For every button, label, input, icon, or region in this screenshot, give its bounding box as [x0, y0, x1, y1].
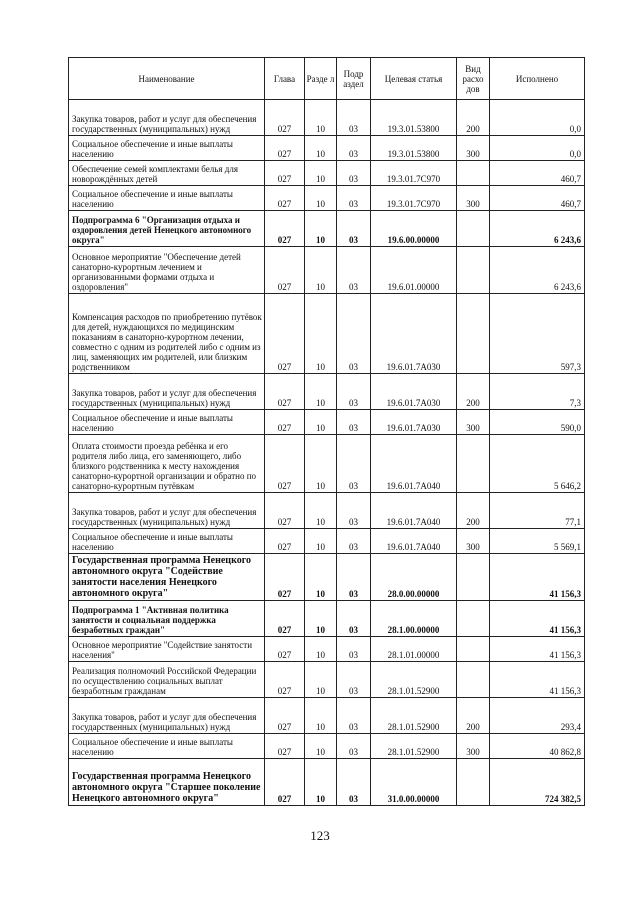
cell-target: 28.1.01.00000 [371, 637, 457, 662]
cell-name: Социальное обеспечение и иные выплаты населению [69, 529, 265, 554]
cell-type [457, 247, 490, 294]
cell-chapter: 027 [265, 374, 305, 410]
page-number: 123 [310, 828, 330, 843]
cell-executed: 6 243,6 [490, 247, 585, 294]
cell-name: Обеспечение семей комплектами белья для новорождённых детей [69, 161, 265, 186]
cell-type [457, 662, 490, 698]
cell-subsection: 03 [337, 294, 371, 374]
cell-name: Социальное обеспечение и иные выплаты населению [69, 136, 265, 161]
cell-section: 10 [305, 247, 337, 294]
cell-target: 19.6.01.7А030 [371, 374, 457, 410]
cell-name: Оплата стоимости проезда ребёнка и его родителя либо лица, его заменяющего, либо близкого родственника к месту нахождения санаторно-курортной организации и обратно по санаторно-курортным путёвкам [69, 435, 265, 493]
cell-name: Подпрограмма 6 "Организация отдыха и оздоровления детей Ненецкого автономного округа" [69, 211, 265, 247]
header-subsection: Подр аздел [337, 58, 371, 100]
header-section: Разде л [305, 58, 337, 100]
cell-section: 10 [305, 698, 337, 734]
cell-chapter: 027 [265, 554, 305, 601]
header-type: Вид расхо дов [457, 58, 490, 100]
cell-name: Компенсация расходов по приобретению путёвок для детей, нуждающихся по медицинским показаниям в санаторно-курортном лечении, совместно с одним из родителей либо с одним из лиц, заменяющих им родителей, или близким родственником [69, 294, 265, 374]
cell-type: 200 [457, 100, 490, 136]
cell-subsection: 03 [337, 161, 371, 186]
cell-subsection: 03 [337, 435, 371, 493]
table-header-row [69, 58, 585, 100]
cell-name: Основное мероприятие "Содействие занятости населения" [69, 637, 265, 662]
cell-subsection: 03 [337, 759, 371, 806]
cell-executed: 41 156,3 [490, 662, 585, 698]
table-row [69, 529, 585, 554]
cell-chapter: 027 [265, 435, 305, 493]
cell-target: 28.1.00.00000 [371, 601, 457, 637]
cell-name: Социальное обеспечение и иные выплаты населению [69, 410, 265, 435]
header-executed: Исполнено [490, 58, 585, 100]
cell-chapter: 027 [265, 294, 305, 374]
cell-name: Государственная программа Ненецкого автономного округа "Содействие занятости населения Ненецкого автономного округа" [69, 554, 265, 601]
cell-name: Реализация полномочий Российской Федерации по осуществлению социальных выплат безработным гражданам [69, 662, 265, 698]
cell-target: 19.3.01.7С970 [371, 161, 457, 186]
cell-name: Закупка товаров, работ и услуг для обеспечения государственных (муниципальных) нужд [69, 493, 265, 529]
cell-name: Основное мероприятие "Обеспечение детей санаторно-курортным лечением и организованными формами отдыха и оздоровления" [69, 247, 265, 294]
cell-executed: 7,3 [490, 374, 585, 410]
cell-section: 10 [305, 211, 337, 247]
cell-type: 200 [457, 493, 490, 529]
cell-section: 10 [305, 637, 337, 662]
budget-table [68, 57, 585, 806]
cell-section: 10 [305, 662, 337, 698]
table-row [69, 435, 585, 493]
cell-name: Закупка товаров, работ и услуг для обеспечения государственных (муниципальных) нужд [69, 374, 265, 410]
cell-subsection: 03 [337, 136, 371, 161]
cell-name: Закупка товаров, работ и услуг для обеспечения государственных (муниципальных) нужд [69, 100, 265, 136]
cell-subsection: 03 [337, 493, 371, 529]
cell-target: 28.1.01.52900 [371, 734, 457, 759]
cell-chapter: 027 [265, 136, 305, 161]
cell-section: 10 [305, 186, 337, 211]
cell-chapter: 027 [265, 662, 305, 698]
cell-type: 200 [457, 374, 490, 410]
cell-target: 19.6.01.7А040 [371, 529, 457, 554]
cell-name: Социальное обеспечение и иные выплаты населению [69, 734, 265, 759]
cell-type [457, 759, 490, 806]
cell-chapter: 027 [265, 698, 305, 734]
cell-subsection: 03 [337, 211, 371, 247]
table-body [69, 100, 585, 806]
cell-executed: 77,1 [490, 493, 585, 529]
cell-executed: 460,7 [490, 186, 585, 211]
cell-executed: 5 646,2 [490, 435, 585, 493]
cell-chapter: 027 [265, 493, 305, 529]
cell-type: 300 [457, 734, 490, 759]
cell-target: 31.0.00.00000 [371, 759, 457, 806]
header-chapter: Глава [265, 58, 305, 100]
cell-subsection: 03 [337, 662, 371, 698]
cell-chapter: 027 [265, 100, 305, 136]
cell-target: 28.0.00.00000 [371, 554, 457, 601]
cell-executed: 41 156,3 [490, 554, 585, 601]
cell-section: 10 [305, 759, 337, 806]
cell-chapter: 027 [265, 637, 305, 662]
cell-chapter: 027 [265, 734, 305, 759]
cell-target: 19.6.01.7А040 [371, 435, 457, 493]
cell-target: 19.3.01.53800 [371, 100, 457, 136]
table-row [69, 637, 585, 662]
cell-section: 10 [305, 435, 337, 493]
cell-type [457, 161, 490, 186]
cell-type [457, 601, 490, 637]
table-row [69, 294, 585, 374]
cell-executed: 40 862,8 [490, 734, 585, 759]
cell-executed: 597,3 [490, 294, 585, 374]
table-row [69, 186, 585, 211]
cell-subsection: 03 [337, 247, 371, 294]
cell-section: 10 [305, 410, 337, 435]
cell-type: 300 [457, 410, 490, 435]
table-row [69, 698, 585, 734]
cell-subsection: 03 [337, 734, 371, 759]
cell-chapter: 027 [265, 601, 305, 637]
cell-target: 19.6.00.00000 [371, 211, 457, 247]
cell-executed: 590,0 [490, 410, 585, 435]
table-row [69, 374, 585, 410]
cell-section: 10 [305, 601, 337, 637]
table-row [69, 759, 585, 806]
cell-chapter: 027 [265, 186, 305, 211]
cell-section: 10 [305, 136, 337, 161]
cell-executed: 460,7 [490, 161, 585, 186]
cell-chapter: 027 [265, 161, 305, 186]
cell-target: 19.6.01.7А040 [371, 493, 457, 529]
table-row [69, 136, 585, 161]
budget-table-page [68, 57, 584, 806]
cell-chapter: 027 [265, 759, 305, 806]
table-row [69, 410, 585, 435]
table-row [69, 601, 585, 637]
cell-section: 10 [305, 161, 337, 186]
cell-executed: 0,0 [490, 136, 585, 161]
cell-name: Закупка товаров, работ и услуг для обеспечения государственных (муниципальных) нужд [69, 698, 265, 734]
cell-subsection: 03 [337, 529, 371, 554]
cell-type [457, 211, 490, 247]
cell-executed: 293,4 [490, 698, 585, 734]
cell-chapter: 027 [265, 211, 305, 247]
cell-type [457, 294, 490, 374]
cell-target: 19.3.01.53800 [371, 136, 457, 161]
cell-name: Подпрограмма 1 "Активная политика занятости и социальная поддержка безработных граждан" [69, 601, 265, 637]
cell-target: 19.3.01.7С970 [371, 186, 457, 211]
table-row [69, 554, 585, 601]
cell-executed: 41 156,3 [490, 601, 585, 637]
cell-section: 10 [305, 529, 337, 554]
cell-subsection: 03 [337, 410, 371, 435]
cell-name: Социальное обеспечение и иные выплаты населению [69, 186, 265, 211]
cell-target: 19.6.01.00000 [371, 247, 457, 294]
header-name: Наименование [69, 58, 265, 100]
header-target: Целевая статья [371, 58, 457, 100]
cell-section: 10 [305, 294, 337, 374]
cell-executed: 5 569,1 [490, 529, 585, 554]
cell-target: 28.1.01.52900 [371, 662, 457, 698]
cell-section: 10 [305, 554, 337, 601]
cell-type: 200 [457, 698, 490, 734]
cell-type: 300 [457, 136, 490, 161]
table-row [69, 247, 585, 294]
cell-executed: 724 382,5 [490, 759, 585, 806]
cell-executed: 0,0 [490, 100, 585, 136]
cell-target: 19.6.01.7А030 [371, 294, 457, 374]
cell-subsection: 03 [337, 698, 371, 734]
cell-section: 10 [305, 493, 337, 529]
cell-subsection: 03 [337, 637, 371, 662]
cell-subsection: 03 [337, 100, 371, 136]
table-row [69, 662, 585, 698]
table-row [69, 161, 585, 186]
cell-chapter: 027 [265, 529, 305, 554]
cell-subsection: 03 [337, 186, 371, 211]
cell-target: 28.1.01.52900 [371, 698, 457, 734]
cell-section: 10 [305, 734, 337, 759]
cell-section: 10 [305, 100, 337, 136]
cell-target: 19.6.01.7А030 [371, 410, 457, 435]
cell-section: 10 [305, 374, 337, 410]
cell-type [457, 435, 490, 493]
cell-type: 300 [457, 529, 490, 554]
cell-executed: 6 243,6 [490, 211, 585, 247]
table-row [69, 211, 585, 247]
table-row [69, 493, 585, 529]
table-row [69, 100, 585, 136]
cell-type [457, 637, 490, 662]
cell-subsection: 03 [337, 554, 371, 601]
cell-chapter: 027 [265, 410, 305, 435]
table-row [69, 734, 585, 759]
cell-subsection: 03 [337, 374, 371, 410]
cell-executed: 41 156,3 [490, 637, 585, 662]
cell-name: Государственная программа Ненецкого автономного округа "Старшее поколение Ненецкого автономного округа" [69, 759, 265, 806]
cell-type: 300 [457, 186, 490, 211]
cell-chapter: 027 [265, 247, 305, 294]
cell-subsection: 03 [337, 601, 371, 637]
cell-type [457, 554, 490, 601]
